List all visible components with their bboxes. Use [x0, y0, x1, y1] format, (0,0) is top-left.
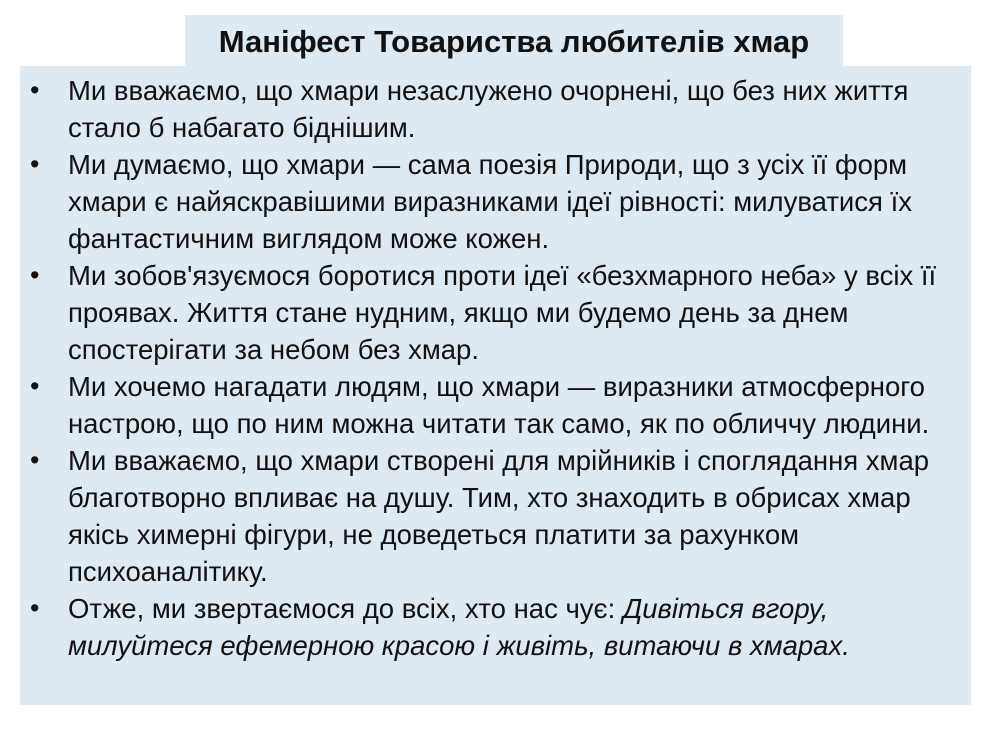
- item-text: Ми вважаємо, що хмари створені для мрійників і споглядання хмар благотворно впливає на душу. Тим, хто знаходить в обрисах хмар якісь химерні фігури, не доведеться платити за рахунком психоаналітику.: [68, 445, 930, 587]
- list-item: [20, 257, 971, 368]
- list-item: [20, 590, 971, 664]
- bullet-icon: •: [30, 75, 40, 105]
- list-item: [20, 442, 971, 590]
- bullet-icon: •: [30, 445, 40, 475]
- item-text: Ми вважаємо, що хмари незаслужено очорнені, що без них життя стало б набагато біднішим.: [68, 75, 909, 143]
- bullet-icon: •: [30, 371, 40, 401]
- item-text: Отже, ми звертаємося до всіх, хто нас чує:: [68, 593, 623, 624]
- closing-appeal: Дивіться вгору, милуйтеся ефемерною красою і живіть, витаючи в хмарах.: [68, 593, 850, 661]
- manifesto-list: [20, 72, 971, 664]
- list-item: [20, 368, 971, 442]
- manifesto-panel: [20, 66, 971, 705]
- list-item: [20, 72, 971, 146]
- item-text: Ми зобов'язуємося боротися проти ідеї «безхмарного неба» у всіх її проявах. Життя стане нудним, якщо ми будемо день за днем спостерігати за небом без хмар.: [68, 260, 937, 365]
- bullet-icon: •: [30, 593, 40, 623]
- page-title: Маніфест Товариства любителів хмар: [218, 23, 810, 59]
- title-banner: [185, 15, 843, 68]
- bullet-icon: •: [30, 149, 40, 179]
- item-text: Ми думаємо, що хмари — сама поезія Природи, що з усіх її форм хмари є найяскравішими виразниками ідеї рівності: милуватися їх фантастичним виглядом може кожен.: [68, 149, 912, 254]
- list-item: [20, 146, 971, 257]
- item-text: Ми хочемо нагадати людям, що хмари — виразники атмосферного настрою, що по ним можна читати так само, як по обличчу людини.: [68, 371, 930, 439]
- bullet-icon: •: [30, 260, 40, 290]
